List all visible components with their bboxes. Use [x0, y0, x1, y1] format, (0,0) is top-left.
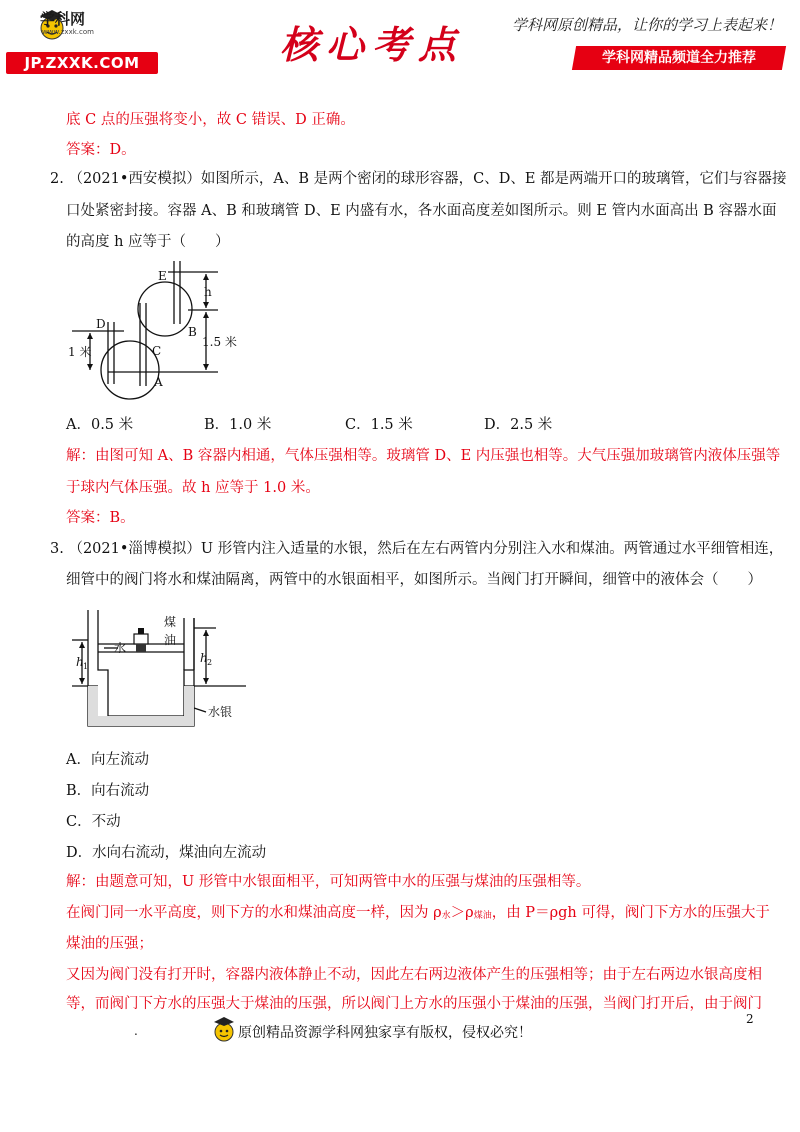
header-channel-badge	[572, 46, 786, 70]
label-h: h	[204, 285, 212, 299]
q3-solution-line-4: 又因为阀门没有打开时，容器内液体静止不动，因此左右两边液体产生的压强相等；由于左右两边水银高度相	[66, 967, 762, 983]
label-mercury: 水银	[208, 705, 233, 719]
page-header	[0, 0, 800, 80]
q3-sol2-part-c: ，由 P＝ρgh 可得，阀门下方水的压强大于	[491, 905, 770, 921]
label-h2: h	[200, 651, 208, 665]
q3-option-b: B．向右流动	[66, 783, 150, 799]
rho-water-subscript: 水	[441, 911, 451, 921]
label-b: B	[188, 325, 197, 339]
page-footer	[0, 1010, 800, 1050]
label-c: C	[152, 344, 162, 358]
label-d: D	[96, 317, 106, 331]
q2-figure	[68, 258, 248, 404]
q2-option-d: D．2.5 米	[484, 417, 553, 433]
q2-answer: 答案：B。	[66, 510, 135, 526]
zxxk-logo	[6, 6, 166, 76]
label-1m: 1 米	[68, 345, 92, 359]
q2-stem-line-3: 的高度 h 应等于（ ）	[66, 234, 230, 250]
q2-stem-line-2: 口处紧密封接。容器 A、B 和玻璃管 D、E 内盛有水，各水面高度差如图所示。则 E 管内水面高出 B 容器水面	[66, 203, 777, 219]
header-title: 核心考点	[280, 22, 465, 67]
rho-kerosene-subscript: 煤油	[473, 911, 492, 921]
prev-answer: 答案：D。	[66, 142, 136, 158]
label-h2-sub: 2	[207, 658, 213, 667]
label-a: A	[154, 375, 163, 389]
q2-stem-line-1: 2. （2021•西安模拟）如图所示，A、B 是两个密闭的球形容器，C、D、E 都是两端开口的玻璃管，它们与容器接	[50, 171, 787, 187]
footer-dot: .	[134, 1024, 138, 1038]
q2-option-b: B．1.0 米	[204, 417, 272, 433]
valve-icon	[134, 628, 148, 652]
footer-copyright: 原创精品资源学科网独家享有版权，侵权必究！	[238, 1025, 532, 1041]
label-kerosene-2: 油	[164, 633, 177, 647]
q3-sol2-part-b: ＞ρ	[450, 905, 474, 921]
logo-domain: JP.ZXXK.COM	[6, 52, 158, 74]
label-1-5m: 1.5 米	[202, 335, 237, 349]
label-e: E	[158, 269, 167, 283]
q3-option-a: A．向左流动	[66, 752, 149, 768]
q3-option-d: D．水向右流动，煤油向左流动	[66, 845, 267, 861]
label-h1-sub: 1	[83, 662, 89, 671]
header-slogan: 学科网原创精品，让你的学习上表起来！	[512, 16, 783, 34]
q3-solution-line-5: 等，而阀门下方水的压强大于煤油的压强，所以阀门上方水的压强小于煤油的压强，当阀门打开后，由于阀门	[66, 996, 762, 1012]
footer-mascot-icon	[212, 1014, 236, 1046]
label-h1: h	[76, 655, 84, 669]
q2-option-a: A．0.5 米	[66, 417, 134, 433]
label-kerosene-1: 煤	[164, 615, 177, 629]
q3-stem-line-1: 3. （2021•淄博模拟）U 形管内注入适量的水银，然后在左右两管内分别注入水和煤油。两管通过水平细管相连，	[50, 541, 784, 557]
q3-solution-line-1: 解：由题意可知，U 形管中水银面相平，可知两管中水的压强与煤油的压强相等。	[66, 874, 591, 890]
logo-subtitle: www.zxxk.com	[42, 28, 94, 36]
logo-title: 学科网	[40, 10, 86, 28]
channel-label: 学科网精品频道全力推荐	[602, 50, 756, 66]
q3-option-c: C．不动	[66, 814, 121, 830]
page-number: 2	[746, 1012, 754, 1026]
q3-solution-line-3: 煤油的压强；	[66, 936, 153, 952]
q3-solution-line-2	[66, 903, 770, 926]
q2-solution-line-2: 于球内气体压强。故 h 应等于 1.0 米。	[66, 480, 320, 496]
q2-solution-line-1: 解：由图可知 A、B 容器内相通，气体压强相等。玻璃管 D、E 内压强也相等。大气压强加玻璃管内液体压强等	[66, 448, 781, 464]
q3-stem-line-2: 细管中的阀门将水和煤油隔离，两管中的水银面相平，如图所示。当阀门打开瞬间，细管中的液体会（ ）	[66, 572, 762, 588]
q2-option-c: C．1.5 米	[345, 417, 413, 433]
q3-sol2-part-a: 在阀门同一水平高度，则下方的水和煤油高度一样，因为 ρ	[66, 905, 442, 921]
q3-figure	[68, 600, 268, 734]
prev-solution-line: 底 C 点的压强将变小，故 C 错误、D 正确。	[66, 112, 355, 128]
label-water: 水	[114, 641, 127, 655]
